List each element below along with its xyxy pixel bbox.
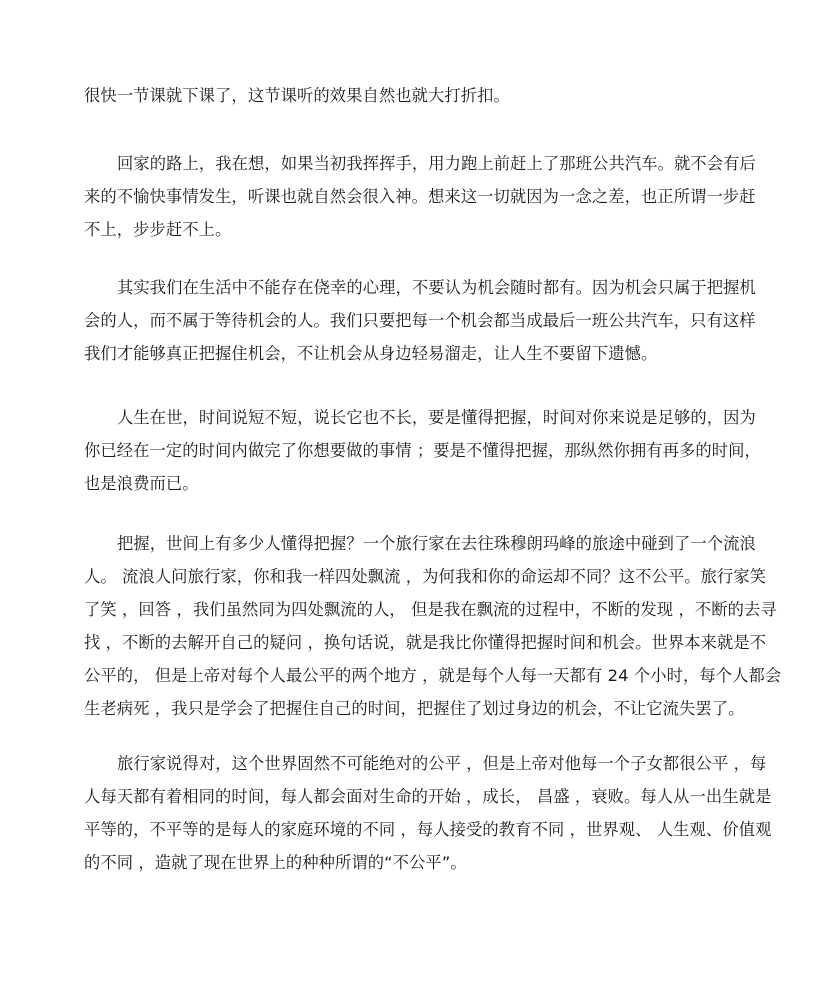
text-line: 把握，世间上有多少人懂得把握？一个旅行家在去往珠穆朗玛峰的旅途中碰到了一个流浪 (117, 534, 756, 553)
text-line: 会的人，而不属于等待机会的人。我们只要把每一个机会都当成最后一班公共汽车，只有这样 (84, 311, 756, 330)
text-line: 很快一节课就下课了，这节课听的效果自然也就大打折扣。 (84, 86, 510, 105)
text-line: 其实我们在生活中不能存在侥幸的心理，不要认为机会随时都有。因为机会只属于把握机 (117, 278, 756, 297)
text-line: 旅行家说得对，这个世界固然不可能绝对的公平 ，但是上帝对他每一个子女都很公平 ，每 (117, 754, 767, 773)
text-line: 你已经在一定的时间内做完了你想要做的事情 ；要是不懂得把握，那纵然你拥有再多的时间， (84, 441, 761, 460)
text-line: 找 ，不断的去解开自己的疑问 ，换句话说，就是我比你懂得把握时间和机会。世界本来就是不 (84, 633, 767, 652)
text-line: 我们才能够真正把握住机会，不让机会从身边轻易溜走，让人生不要留下遗憾。 (84, 344, 658, 363)
text-line: 不上，步步赶不上。 (84, 220, 232, 239)
paragraph-2 (84, 147, 764, 246)
text-line: 回家的路上，我在想，如果当初我挥挥手，用力跑上前赶上了那班公共汽车。就不会有后 (117, 154, 756, 173)
text-line: 平等的，不平等的是每人的家庭环境的不同 ，每人接受的教育不同 ，世界观、 人生观、价值观 (84, 820, 772, 839)
text-line: 也是浪费而已。 (84, 474, 199, 493)
paragraph-4 (84, 401, 764, 500)
text-line: 来的不愉快事情发生，听课也就自然会很入神。想来这一切就因为一念之差，也正所谓一步赶 (84, 187, 756, 206)
paragraph-5 (84, 527, 782, 725)
paragraph-6 (84, 747, 772, 879)
text-line: 人生在世，时间说短不短，说长它也不长，要是懂得把握，时间对你来说是足够的，因为 (117, 408, 756, 427)
text-line: 人每天都有着相同的时间，每人都会面对生命的开始 ，成长， 昌盛 ，衰败。每人从一出生就是 (84, 787, 772, 806)
text-line: 生老病死 ，我只是学会了把握住自己的时间，把握住了划过身边的机会，不让它流失罢了。 (84, 699, 745, 718)
text-line: 的不同 ，造就了现在世界上的种种所谓的“不公平”。 (84, 853, 467, 872)
paragraph-3 (84, 271, 764, 370)
text-line: 了笑 ，回答 ，我们虽然同为四处飘流的人， 但是我在飘流的过程中，不断的发现 ，不断的去寻 (84, 600, 777, 619)
text-line: 人。 流浪人问旅行家，你和我一样四处飘流 ，为何我和你的命运却不同？这不公平。旅行家笑 (84, 567, 767, 586)
text-line: 公平的， 但是上帝对每个人最公平的两个地方 ，就是每个人每一天都有 24 个小时，每个人都会 (84, 666, 782, 685)
paragraph-1 (84, 79, 764, 112)
